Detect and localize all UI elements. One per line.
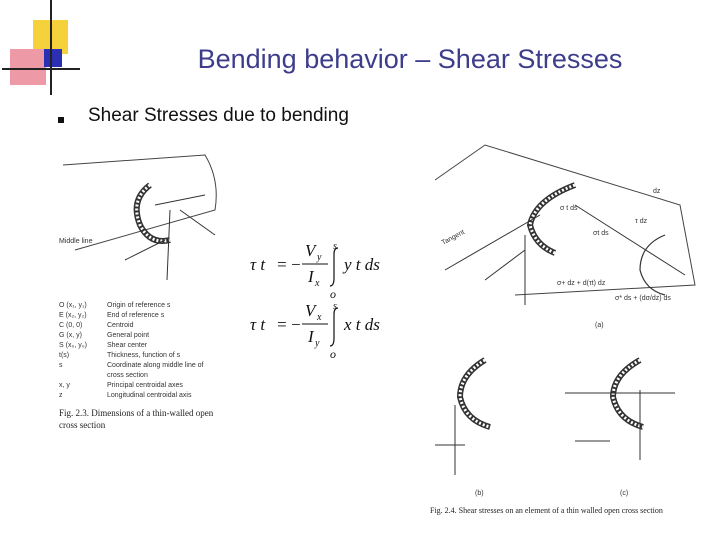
label-c: (c) [620, 490, 629, 497]
slide-title: Bending behavior – Shear Stresses [197, 44, 623, 74]
eq1-equals: = [276, 255, 288, 274]
legend-desc: Thickness, function of s [107, 352, 181, 359]
legend-symbol: x, y [59, 382, 70, 389]
legend-desc: Principal centroidal axes [107, 382, 183, 389]
tangent-line [445, 215, 540, 270]
legend-symbol: s [59, 362, 63, 369]
flow-label-3: σ* ds + (dσ/dz) ds [615, 295, 671, 302]
eq1-integral-sign [330, 248, 338, 286]
legend-desc: Shear center [107, 342, 148, 349]
section-a-end [640, 235, 665, 295]
corner-decoration [0, 0, 80, 95]
eq2-lower-limit: o [330, 347, 336, 361]
eq2-denominator-sub: y [315, 338, 320, 349]
flow-label-5: σt ds [593, 230, 609, 237]
bullet-marker [58, 117, 64, 123]
legend-desc: General point [107, 332, 150, 339]
fig-2-3-caption: Fig. 2.3. Dimensions of a thin-walled open [59, 408, 214, 418]
eq2-sign: − [290, 315, 302, 334]
label-a: (a) [595, 322, 604, 329]
legend-symbol: C (0, 0) [59, 322, 83, 329]
x-axis-a [485, 250, 525, 280]
eq1-denominator-sub: x [315, 278, 320, 289]
deco-blue-square [44, 49, 62, 67]
legend-symbol: E (x₂, y₂) [59, 312, 87, 319]
legend-symbol: G (x, y) [59, 332, 82, 339]
legend-desc: Coordinate along middle line of [107, 362, 204, 369]
legend-desc: Longitudinal centroidal axis [107, 392, 192, 399]
tangent-label: Tangent [440, 228, 466, 247]
fig-2-4-caption: Fig. 2.4. Shear stresses on an element of a thin walled open cross section [430, 506, 663, 515]
label-b: (b) [475, 490, 484, 497]
eq2-numerator-sub: x [317, 312, 322, 323]
eq2-integrand: x t ds [344, 315, 380, 334]
beam-element-outline [435, 145, 695, 295]
eq1-sign: − [290, 255, 302, 274]
fig-2-3-caption-2: cross section [59, 420, 106, 430]
eq1-upper-limit: s [333, 241, 337, 252]
dz-label: dz [653, 188, 661, 195]
fig-2-3-legend [59, 302, 204, 399]
section-b-shape [460, 360, 490, 427]
legend-symbol: t(s) [59, 352, 70, 359]
eq2-equals: = [276, 315, 288, 334]
eq1-numerator: V [305, 241, 316, 260]
x-axis [155, 195, 205, 205]
flow-label-4: τ dz [635, 218, 648, 225]
equations [250, 240, 420, 365]
eq2-numerator: V [305, 301, 316, 320]
z-axis-a [575, 205, 685, 275]
x-axis-back [125, 240, 165, 260]
eq1-lower-limit: o [330, 287, 336, 301]
legend-desc: Centroid [107, 322, 134, 329]
legend-symbol: z [59, 392, 63, 399]
eq2-upper-limit: s [333, 301, 337, 312]
cross-section-shape [137, 185, 170, 241]
bullet-text: Shear Stresses due to bending [88, 105, 349, 126]
legend-desc: Origin of reference s [107, 302, 171, 309]
z-axis [180, 210, 215, 235]
eq2-denominator: I [308, 327, 314, 346]
flow-label-2: σ+ dz + d(τt) dz [557, 280, 606, 287]
equation-2 [250, 301, 380, 361]
deco-pink-square [10, 49, 46, 85]
legend-symbol: O (x₁, y₁) [59, 302, 87, 309]
eq2-lhs: τ t [250, 315, 266, 334]
eq1-denominator: I [308, 267, 314, 286]
flow-label-1: σ t ds [560, 205, 578, 212]
eq1-lhs: τ t [250, 255, 266, 274]
eq2-integral-sign [330, 308, 338, 346]
eq1-numerator-sub: y [317, 252, 322, 263]
legend-desc: End of reference s [107, 312, 165, 319]
eq1-integrand: y t ds [344, 255, 380, 274]
middle-line-label: Middle line [59, 238, 93, 245]
equation-1 [250, 241, 380, 301]
fig-2-4 [425, 135, 715, 520]
y-axis [167, 210, 170, 280]
fig-2-3 [55, 140, 245, 440]
legend-desc: cross section [107, 372, 148, 379]
legend-symbol: S (x₀, y₀) [59, 342, 87, 349]
